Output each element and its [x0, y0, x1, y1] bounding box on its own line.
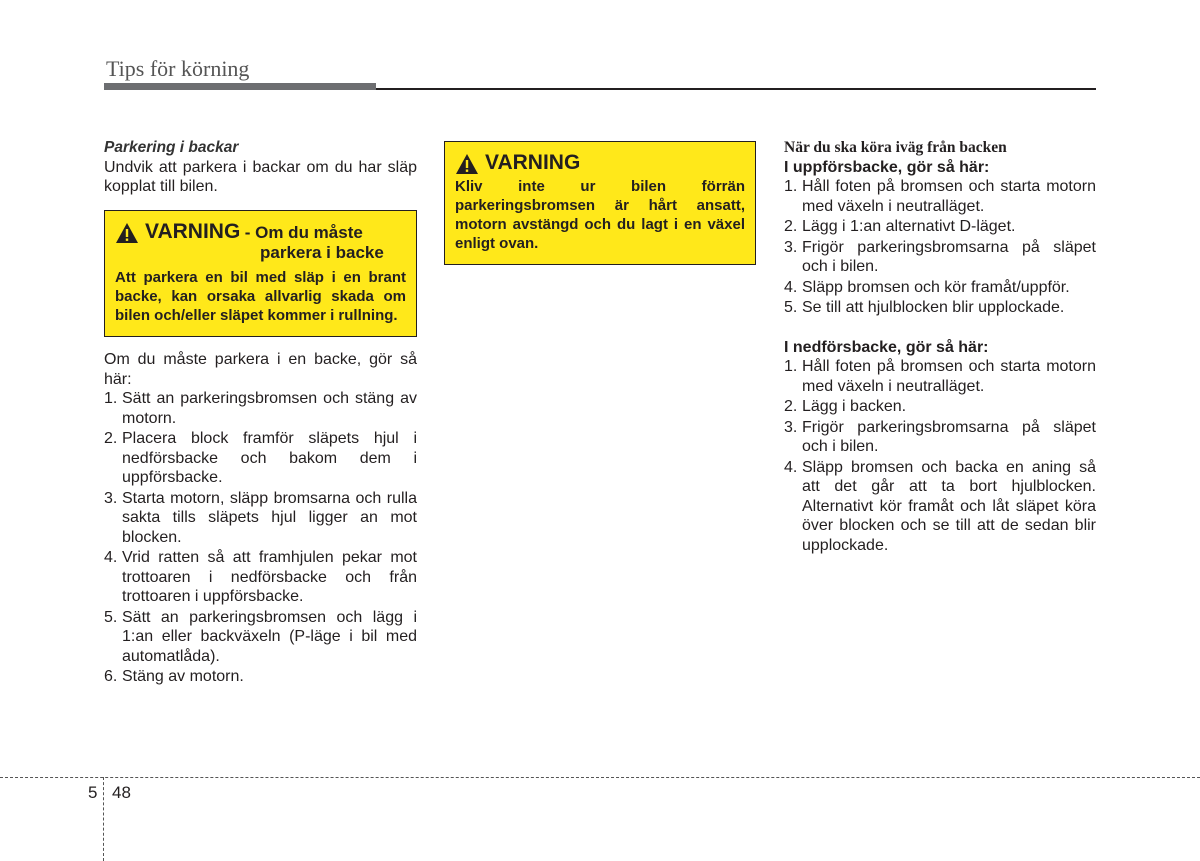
downhill-steps-list [784, 357, 1096, 555]
list-item: 4. Vrid ratten så att framhjulen pekar mot trottoaren i nedförsbacke och från trottoaren i uppförsbacke. [104, 549, 417, 605]
uphill-steps-list [784, 177, 1096, 318]
warning-subtitle-1: - Om du måste [244, 222, 363, 242]
list-item: 1. Håll foten på bromsen och starta motorn med växeln i neutralläget. [784, 358, 1096, 395]
list-item: 5. Sätt an parkeringsbromsen och lägg i 1:an eller backväxeln (P-läge i bil med automatlåda). [104, 608, 417, 665]
intro-paragraph: Undvik att parkera i backar om du har släp kopplat till bilen. [104, 158, 417, 195]
column-middle [444, 141, 756, 265]
warning-triangle-icon [455, 153, 479, 175]
list-item: 3. Starta motorn, släpp bromsarna och rulla sakta tills släpets hjul ligger an mot blocken. [104, 489, 417, 546]
section-subheading: Parkering i backar [104, 139, 239, 156]
list-item: 2. Placera block framför släpets hjul i nedförsbacke och bakom dem i uppförsbacke. [104, 430, 417, 486]
footer-divider [103, 777, 104, 861]
column-right [784, 138, 1096, 556]
list-item: 6. Stäng av motorn. [104, 668, 244, 685]
header-rule-thick [104, 83, 376, 90]
warning-box-exit [444, 141, 756, 265]
warning-title: VARNING [145, 219, 241, 243]
list-item: 2. Lägg i backen. [784, 398, 907, 415]
parking-steps-list [104, 389, 417, 687]
warning-box-slope [104, 210, 417, 338]
list-item: 4. Släpp bromsen och kör framåt/uppför. [784, 278, 1070, 296]
warning-body: Att parkera en bil med släp i en brant backe, kan orsaka allvarlig skada om bilen och/eller släpet kommer i rullning. [115, 269, 406, 324]
page-header-title: Tips för körning [106, 56, 250, 81]
list-item: 2. Lägg i 1:an alternativt D-läget. [784, 218, 1016, 235]
page-number: 48 [112, 783, 131, 802]
warning-subtitle-2: parkera i backe [260, 243, 384, 262]
header-rule-thin [376, 88, 1096, 90]
warning-triangle-icon [115, 222, 139, 244]
list-item: 4. Släpp bromsen och backa en aning så att det går att ta bort hjulblocken. Alternativt kör framåt och låt släpet köra över blocken och se till att de sedan blir upplockade. [784, 458, 1096, 554]
warning-body: Kliv inte ur bilen förrän parkeringsbromsen är hårt ansatt, motorn avstängd och du lagt i en växel enligt ovan. [455, 178, 745, 252]
list-item: 1. Sätt an parkeringsbromsen och stäng av motorn. [104, 390, 417, 427]
list-item: 5. Se till att hjulblocken blir upplockade. [784, 299, 1065, 316]
uphill-title: I uppförsbacke, gör så här: [784, 158, 990, 176]
chapter-number: 5 [88, 783, 98, 802]
warning-header [455, 152, 745, 175]
list-item: 1. Håll foten på bromsen och starta motorn med växeln i neutralläget. [784, 178, 1096, 215]
column-left [104, 138, 417, 688]
footer-rule [0, 777, 1200, 778]
steps-intro: Om du måste parkera i en backe, gör så här: [104, 351, 417, 388]
list-item: 3. Frigör parkeringsbromsarna på släpet och i bilen. [784, 418, 1096, 455]
warning-header [115, 221, 406, 264]
downhill-title: I nedförsbacke, gör så här: [784, 338, 989, 356]
list-item: 3. Frigör parkeringsbromsarna på släpet och i bilen. [784, 238, 1096, 275]
warning-heading-text [145, 221, 384, 264]
warning-title: VARNING [485, 151, 581, 174]
section-heading: När du ska köra iväg från backen [784, 139, 1007, 156]
